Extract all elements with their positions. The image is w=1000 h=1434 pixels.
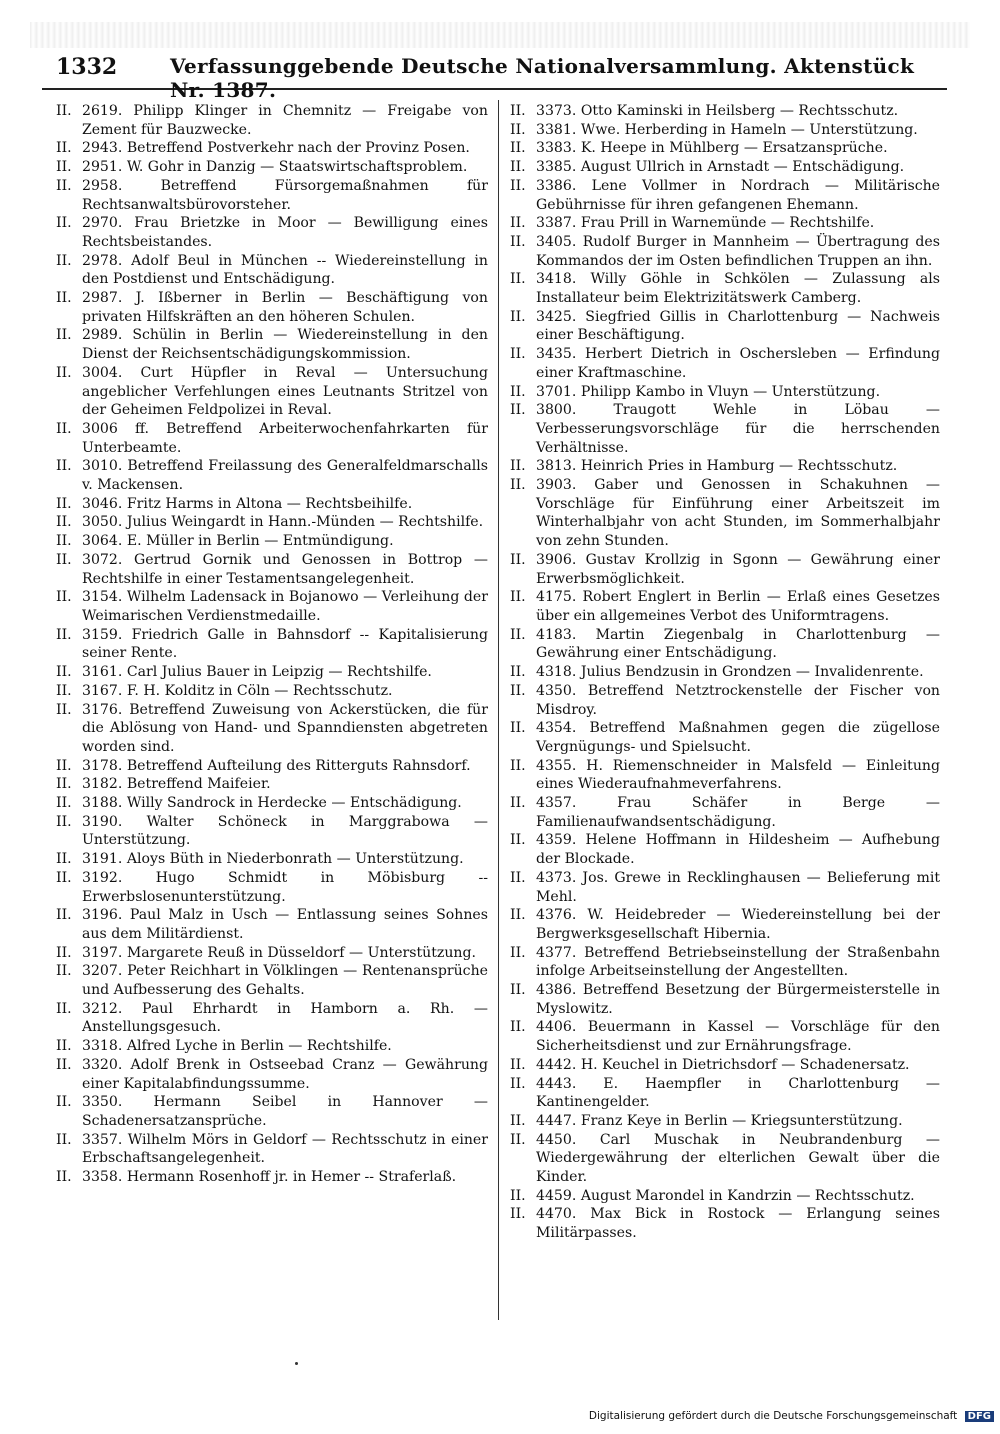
entry-prefix: II. bbox=[56, 869, 72, 886]
list-item bbox=[510, 551, 940, 588]
entry-text: 2958. Betreffend Fürsorgemaßnahmen für Rechtsanwaltsbürovorsteher. bbox=[82, 177, 488, 213]
entry-prefix: II. bbox=[510, 346, 526, 363]
entry-text: 4175. Robert Englert in Berlin — Erlaß eines Gesetzes über ein allgemeines Verbot des Uniformtragens. bbox=[536, 589, 940, 624]
list-item bbox=[56, 1037, 488, 1056]
list-item bbox=[510, 1056, 940, 1075]
entry-text: 3176. Betreffend Zuweisung von Ackerstücken, die für die Ablösung von Hand- und Spanndiensten abgetreten worden sind. bbox=[82, 701, 488, 755]
entry-text: 3182. Betreffend Maifeier. bbox=[82, 776, 271, 793]
entry-text: 3387. Frau Prill in Warnemünde — Rechtshilfe. bbox=[536, 215, 875, 232]
entry-prefix: II. bbox=[510, 402, 526, 419]
list-item bbox=[56, 1131, 488, 1168]
entry-text: 3701. Philipp Kambo in Vluyn — Unterstützung. bbox=[536, 383, 881, 400]
list-item bbox=[510, 1018, 940, 1055]
list-item bbox=[56, 1056, 488, 1093]
list-item bbox=[510, 626, 940, 663]
entry-text: 3159. Friedrich Galle in Bahnsdorf -- Kapitalisierung seiner Rente. bbox=[82, 626, 488, 662]
entry-prefix: II. bbox=[56, 420, 72, 437]
list-item bbox=[510, 1131, 940, 1187]
entry-text: 3161. Carl Julius Bauer in Leipzig — Rechtshilfe. bbox=[82, 664, 432, 681]
entry-text: 4447. Franz Keye in Berlin — Kriegsunterstützung. bbox=[536, 1112, 903, 1129]
entry-prefix: II. bbox=[56, 851, 72, 868]
list-item bbox=[510, 177, 940, 214]
entry-prefix: II. bbox=[56, 551, 72, 568]
entry-text: 3006 ff. Betreffend Arbeiterwochenfahrkarten für Unterbeamte. bbox=[82, 420, 488, 456]
entry-text: 4459. August Marondel in Kandrzin — Rechtsschutz. bbox=[536, 1187, 915, 1204]
entry-text: 3192. Hugo Schmidt in Möbisburg -- Erwerbslosenunterstützung. bbox=[82, 869, 488, 905]
entry-prefix: II. bbox=[510, 832, 526, 849]
entry-prefix: II. bbox=[510, 1075, 526, 1092]
entry-prefix: II. bbox=[56, 252, 72, 269]
entry-prefix: II. bbox=[56, 664, 72, 681]
entry-prefix: II. bbox=[510, 159, 526, 176]
entry-text: 3207. Peter Reichhart in Völklingen — Rentenansprüche und Aufbesserung des Gehalts. bbox=[82, 963, 488, 999]
list-item bbox=[56, 682, 488, 701]
entry-prefix: II. bbox=[510, 1112, 526, 1129]
entry-prefix: II. bbox=[56, 364, 72, 381]
list-item bbox=[510, 270, 940, 307]
list-item bbox=[510, 233, 940, 270]
entry-prefix: II. bbox=[510, 177, 526, 194]
entry-text: 3212. Paul Ehrhardt in Hamborn a. Rh. — Anstellungsgesuch. bbox=[82, 1000, 488, 1036]
list-item bbox=[56, 850, 488, 869]
list-item bbox=[510, 345, 940, 382]
page-number: 1332 bbox=[56, 54, 118, 80]
entry-text: 3190. Walter Schöneck in Marggrabowa — Unterstützung. bbox=[82, 813, 488, 849]
entry-prefix: II. bbox=[56, 159, 72, 176]
entry-text: 3154. Wilhelm Ladensack in Bojanowo — Verleihung der Weimarischen Verdienstmedaille. bbox=[82, 589, 488, 624]
list-item bbox=[510, 757, 940, 794]
entry-text: 3318. Alfred Lyche in Berlin — Rechtshilfe. bbox=[82, 1038, 392, 1055]
entry-prefix: II. bbox=[510, 795, 526, 812]
entry-text: 4443. E. Haempfler in Charlottenburg — Kantinengelder. bbox=[536, 1075, 940, 1111]
entry-prefix: II. bbox=[510, 477, 526, 494]
entry-text: 4450. Carl Muschak in Neubrandenburg — Wiedergewährung der elterlichen Gewalt über die Kinder. bbox=[536, 1131, 940, 1186]
list-item bbox=[56, 513, 488, 532]
entry-text: 2943. Betreffend Postverkehr nach der Provinz Posen. bbox=[82, 140, 470, 157]
list-item bbox=[510, 102, 940, 121]
list-item bbox=[56, 813, 488, 850]
entry-prefix: II. bbox=[510, 982, 526, 999]
entry-text: 4354. Betreffend Maßnahmen gegen die zügellose Vergnügungs- und Spielsucht. bbox=[536, 720, 940, 755]
entry-prefix: II. bbox=[510, 308, 526, 325]
list-item bbox=[56, 457, 488, 494]
list-item bbox=[56, 775, 488, 794]
entry-text: 3191. Aloys Büth in Niederbonrath — Unterstützung. bbox=[82, 851, 464, 868]
list-item bbox=[56, 757, 488, 776]
entry-prefix: II. bbox=[56, 215, 72, 232]
column-divider bbox=[498, 100, 499, 1320]
entry-text: 3050. Julius Weingardt in Hann.-Münden — Rechtshilfe. bbox=[82, 514, 484, 531]
entry-prefix: II. bbox=[510, 458, 526, 475]
entry-text: 4373. Jos. Grewe in Recklinghausen — Belieferung mit Mehl. bbox=[536, 869, 940, 905]
entry-prefix: II. bbox=[56, 944, 72, 961]
entry-text: 4357. Frau Schäfer in Berge — Familienaufwandsentschädigung. bbox=[536, 795, 940, 830]
entry-text: 4355. H. Riemenschneider in Malsfeld — Einleitung eines Wiederaufnahmeverfahrens. bbox=[536, 757, 940, 793]
entry-text: 4386. Betreffend Besetzung der Bürgermeisterstelle in Myslowitz. bbox=[536, 982, 940, 1017]
list-item bbox=[510, 158, 940, 177]
entry-prefix: II. bbox=[510, 907, 526, 924]
entry-text: 3046. Fritz Harms in Altona — Rechtsbeihilfe. bbox=[82, 495, 413, 512]
entry-prefix: II. bbox=[56, 1169, 72, 1186]
entry-prefix: II. bbox=[510, 1187, 526, 1204]
entry-text: 3064. E. Müller in Berlin — Entmündigung. bbox=[82, 533, 394, 550]
entry-prefix: II. bbox=[510, 664, 526, 681]
entry-text: 3425. Siegfried Gillis in Charlottenburg — Nachweis einer Beschäftigung. bbox=[536, 308, 940, 344]
entry-prefix: II. bbox=[56, 813, 72, 830]
entry-prefix: II. bbox=[510, 121, 526, 138]
entry-prefix: II. bbox=[56, 458, 72, 475]
entry-text: 3800. Traugott Wehle in Löbau — Verbesserungsvorschläge für die herrschenden Verhältnisse. bbox=[536, 402, 940, 456]
list-item bbox=[510, 1205, 940, 1242]
entry-text: 2989. Schülin in Berlin — Wiedereinstellung in den Dienst der Reichsentschädigungskommission. bbox=[82, 327, 488, 363]
entry-text: 4318. Julius Bendzusin in Grondzen — Invalidenrente. bbox=[536, 664, 924, 681]
entry-prefix: II. bbox=[56, 1000, 72, 1017]
list-item bbox=[510, 1187, 940, 1206]
list-item bbox=[56, 626, 488, 663]
dfg-logo: DFG bbox=[965, 1411, 994, 1422]
entry-text: 4183. Martin Ziegenbalg in Charlottenburg — Gewährung einer Entschädigung. bbox=[536, 626, 940, 662]
entry-prefix: II. bbox=[510, 383, 526, 400]
list-item bbox=[56, 139, 488, 158]
entry-text: 3418. Willy Göhle in Schkölen — Zulassung als Installateur beim Elektrizitätswerk Camberg. bbox=[536, 271, 940, 307]
entry-text: 3178. Betreffend Aufteilung des Ritterguts Rahnsdorf. bbox=[82, 757, 471, 774]
entry-prefix: II. bbox=[510, 720, 526, 737]
list-item bbox=[510, 308, 940, 345]
entry-prefix: II. bbox=[510, 682, 526, 699]
entry-prefix: II. bbox=[510, 1131, 526, 1148]
entry-prefix: II. bbox=[510, 103, 526, 119]
list-item bbox=[56, 364, 488, 420]
list-item bbox=[56, 326, 488, 363]
entry-prefix: II. bbox=[56, 626, 72, 643]
list-item bbox=[510, 383, 940, 402]
entry-prefix: II. bbox=[510, 233, 526, 250]
list-item bbox=[56, 102, 488, 139]
list-item bbox=[56, 962, 488, 999]
entry-prefix: II. bbox=[56, 757, 72, 774]
list-item bbox=[510, 1075, 940, 1112]
entry-text: 3004. Curt Hüpfler in Reval — Untersuchung angeblicher Verfehlungen eines Leutnants Stritzel von der Geheimen Feldpolizei in Reval. bbox=[82, 364, 488, 419]
entry-prefix: II. bbox=[510, 944, 526, 961]
entry-text: 3435. Herbert Dietrich in Oschersleben — Erfindung einer Kraftmaschine. bbox=[536, 346, 940, 381]
entry-text: 4470. Max Bick in Rostock — Erlangung seines Militärpasses. bbox=[536, 1206, 940, 1242]
entry-text: 4350. Betreffend Netztrockenstelle der Fischer von Misdroy. bbox=[536, 682, 940, 718]
entry-prefix: II. bbox=[56, 177, 72, 194]
page-header bbox=[42, 48, 947, 102]
list-item bbox=[510, 682, 940, 719]
entry-text: 3350. Hermann Seibel in Hannover — Schadenersatzansprüche. bbox=[82, 1094, 488, 1129]
entry-prefix: II. bbox=[56, 533, 72, 550]
entry-prefix: II. bbox=[56, 682, 72, 699]
list-item bbox=[510, 401, 940, 457]
ink-speck bbox=[295, 1362, 298, 1365]
entry-text: 3072. Gertrud Gornik und Genossen in Bottrop — Rechtshilfe in einer Testamentsangelegenheit. bbox=[82, 551, 488, 587]
list-item bbox=[56, 252, 488, 289]
entry-prefix: II. bbox=[510, 1019, 526, 1036]
entry-text: 3813. Heinrich Pries in Hamburg — Rechtsschutz. bbox=[536, 458, 898, 475]
entry-text: 2619. Philipp Klinger in Chemnitz — Freigabe von Zement für Bauzwecke. bbox=[82, 103, 488, 138]
entry-prefix: II. bbox=[510, 551, 526, 568]
list-item bbox=[510, 139, 940, 158]
list-item bbox=[510, 906, 940, 943]
list-item bbox=[56, 158, 488, 177]
list-item bbox=[510, 981, 940, 1018]
list-item bbox=[56, 289, 488, 326]
list-item bbox=[56, 701, 488, 757]
entry-text: 2978. Adolf Beul in München -- Wiedereinstellung in den Postdienst und Entschädigung. bbox=[82, 252, 488, 288]
entry-text: 2951. W. Gohr in Danzig — Staatswirtschaftsproblem. bbox=[82, 159, 468, 176]
footer bbox=[589, 1410, 994, 1422]
entry-text: 3358. Hermann Rosenhoff jr. in Hemer -- Straferlaß. bbox=[82, 1169, 457, 1186]
entry-prefix: II. bbox=[56, 776, 72, 793]
entry-text: 4406. Beuermann in Kassel — Vorschläge für den Sicherheitsdienst und zur Ernährungsfrage. bbox=[536, 1019, 940, 1055]
entry-prefix: II. bbox=[56, 963, 72, 980]
entry-prefix: II. bbox=[56, 495, 72, 512]
entry-prefix: II. bbox=[510, 271, 526, 288]
entry-prefix: II. bbox=[510, 140, 526, 157]
entry-prefix: II. bbox=[510, 757, 526, 774]
entry-text: 3320. Adolf Brenk in Ostseebad Cranz — Gewährung einer Kapitalabfindungssumme. bbox=[82, 1056, 488, 1092]
entry-text: 3197. Margarete Reuß in Düsseldorf — Unterstützung. bbox=[82, 944, 476, 961]
list-item bbox=[56, 663, 488, 682]
entry-text: 3010. Betreffend Freilassung des Generalfeldmarschalls v. Mackensen. bbox=[82, 458, 488, 494]
footer-credit: Digitalisierung gefördert durch die Deutsche Forschungsgemeinschaft bbox=[588, 1410, 958, 1422]
entry-prefix: II. bbox=[56, 701, 72, 718]
page-title: Verfassunggebende Deutsche Nationalversammlung. Aktenstück Nr. 1387. bbox=[170, 54, 915, 102]
list-item bbox=[510, 214, 940, 233]
entry-prefix: II. bbox=[510, 869, 526, 886]
entry-prefix: II. bbox=[510, 1206, 526, 1223]
entry-text: 3903. Gaber und Genossen in Schakuhnen — Vorschläge für Einführung einer Arbeitszeit im Winterhalbjahr von acht Stunden, im Sommerhalbjahr von zehn Stunden. bbox=[536, 477, 940, 550]
list-item bbox=[56, 532, 488, 551]
entry-prefix: II. bbox=[56, 140, 72, 157]
list-item bbox=[56, 869, 488, 906]
entry-text: 4442. H. Keuchel in Dietrichsdorf — Schadenersatz. bbox=[536, 1056, 910, 1073]
list-item bbox=[56, 551, 488, 588]
entry-prefix: II. bbox=[56, 589, 72, 606]
list-item bbox=[510, 588, 940, 625]
entry-text: 3383. K. Heepe in Mühlberg — Ersatzansprüche. bbox=[536, 140, 888, 157]
entry-prefix: II. bbox=[56, 1131, 72, 1148]
list-item bbox=[56, 177, 488, 214]
entry-text: 3167. F. H. Kolditz in Cöln — Rechtsschutz. bbox=[82, 682, 393, 699]
entry-text: 3373. Otto Kaminski in Heilsberg — Rechtsschutz. bbox=[536, 103, 899, 119]
entry-prefix: II. bbox=[56, 907, 72, 924]
list-item bbox=[56, 1000, 488, 1037]
list-item bbox=[510, 944, 940, 981]
scan-artifact bbox=[30, 22, 970, 48]
entry-text: 3196. Paul Malz in Usch — Entlassung seines Sohnes aus dem Militärdienst. bbox=[82, 907, 488, 942]
entry-prefix: II. bbox=[56, 1038, 72, 1055]
entry-prefix: II. bbox=[56, 514, 72, 531]
entry-text: 4359. Helene Hoffmann in Hildesheim — Aufhebung der Blockade. bbox=[536, 832, 940, 868]
entry-text: 4376. W. Heidebreder — Wiedereinstellung bei der Bergwerksgesellschaft Hibernia. bbox=[536, 907, 940, 942]
list-item bbox=[56, 588, 488, 625]
entry-prefix: II. bbox=[510, 215, 526, 232]
entry-text: 3357. Wilhelm Mörs in Geldorf — Rechtsschutz in einer Erbschaftsangelegenheit. bbox=[82, 1131, 488, 1167]
list-item bbox=[56, 906, 488, 943]
list-item bbox=[510, 869, 940, 906]
list-item bbox=[510, 476, 940, 551]
entry-prefix: II. bbox=[510, 626, 526, 643]
entry-text: 3188. Willy Sandrock in Herdecke — Entschädigung. bbox=[82, 795, 462, 812]
list-item bbox=[56, 1093, 488, 1130]
list-item bbox=[510, 457, 940, 476]
list-item bbox=[56, 944, 488, 963]
list-item bbox=[510, 794, 940, 831]
entry-text: 4377. Betreffend Betriebseinstellung der Straßenbahn infolge Arbeitseinstellung der Angestellten. bbox=[536, 944, 940, 980]
entry-text: 3381. Wwe. Herberding in Hameln — Unterstützung. bbox=[536, 121, 918, 138]
entry-prefix: II. bbox=[56, 1094, 72, 1111]
entry-prefix: II. bbox=[56, 103, 72, 119]
list-item bbox=[56, 214, 488, 251]
list-item bbox=[56, 1168, 488, 1187]
entry-prefix: II. bbox=[56, 795, 72, 812]
entry-prefix: II. bbox=[510, 1056, 526, 1073]
entry-text: 2987. J. Ißberner in Berlin — Beschäftigung von privaten Hilfskräften an den höheren Schulen. bbox=[82, 290, 488, 325]
entry-text: 2970. Frau Brietzke in Moor — Bewilligung eines Rechtsbeistandes. bbox=[82, 215, 488, 250]
entry-prefix: II. bbox=[56, 290, 72, 307]
entry-text: 3906. Gustav Krollzig in Sgonn — Gewährung einer Erwerbsmöglichkeit. bbox=[536, 551, 940, 587]
list-item bbox=[510, 121, 940, 140]
list-item bbox=[56, 495, 488, 514]
entry-prefix: II. bbox=[510, 589, 526, 606]
list-item bbox=[510, 1112, 940, 1131]
entry-prefix: II. bbox=[56, 327, 72, 344]
entry-prefix: II. bbox=[56, 1056, 72, 1073]
list-item bbox=[510, 831, 940, 868]
list-item bbox=[56, 420, 488, 457]
entry-text: 3385. August Ullrich in Arnstadt — Entschädigung. bbox=[536, 159, 905, 176]
entry-text: 3405. Rudolf Burger in Mannheim — Übertragung des Kommandos der im Osten befindlichen Truppen an ihn. bbox=[536, 233, 940, 269]
list-item bbox=[510, 719, 940, 756]
list-item bbox=[56, 794, 488, 813]
right-column bbox=[510, 102, 940, 1243]
list-item bbox=[510, 663, 940, 682]
entry-text: 3386. Lene Vollmer in Nordrach — Militärische Gebührnisse für ihren gefangenen Ehemann. bbox=[536, 177, 940, 213]
left-column bbox=[56, 102, 488, 1187]
